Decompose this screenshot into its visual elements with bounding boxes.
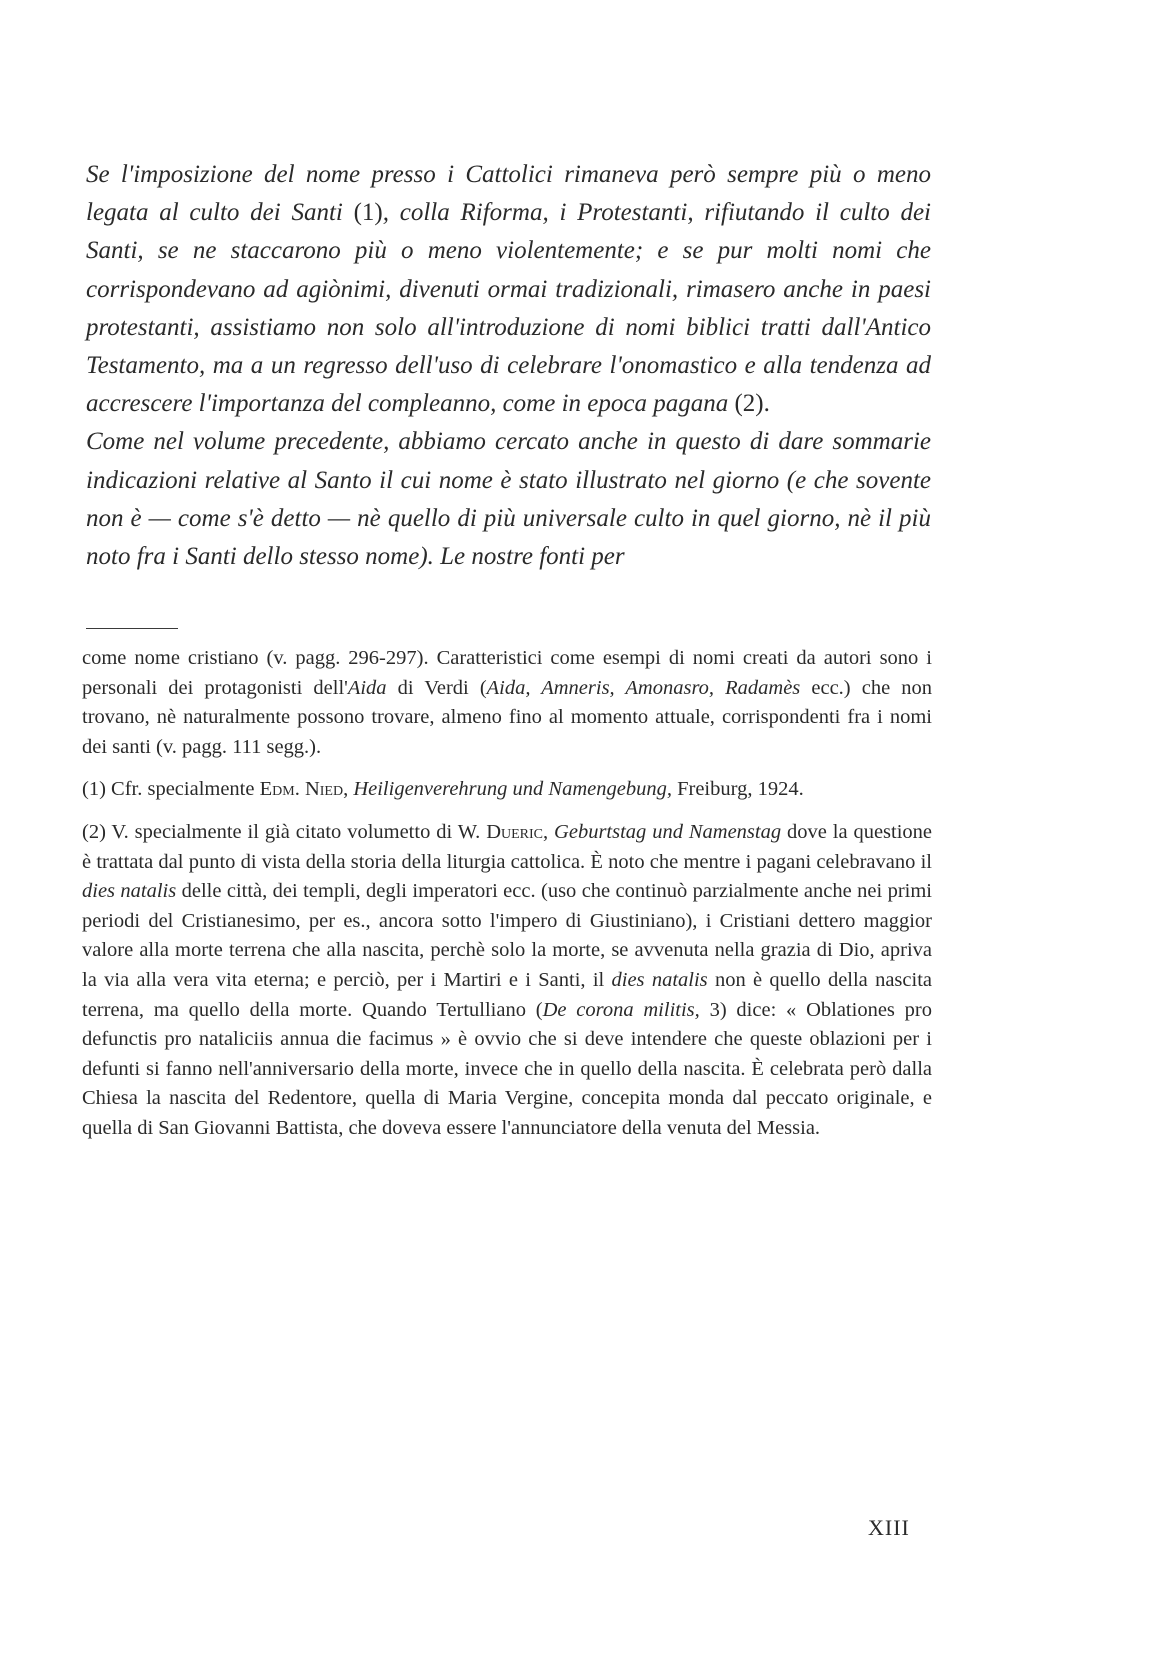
page-number: XIII [868,1515,910,1540]
footnote-continuation [82,644,932,762]
footnote-continuation-text-c: ecc.) che non trovano, nè naturalmente possono trovare, almeno fino al momento attuale, corrispondenti fra i nomi dei santi (v. pagg. 111 segg.). [82,676,933,758]
footnote-1-title: Heiligenverehrung und Namengebung, [353,778,672,801]
footnote-continuation-text-b: di Verdi ( [386,676,487,699]
main-text [86,156,931,576]
paragraph-1-text-b: , colla Riforma, i Protestanti, rifiutando il culto dei Santi, se ne staccarono più o meno violentemente; e se pur molti nomi che corrispondevano ad agiònimi, divenuti ormai tradizionali, rimasero anche in paesi protestanti, assistiamo non solo all'introduzione di nomi biblici tratti dall'Antico Testamento, ma a un regresso dell'uso di celebrare l'onomastico e alla tendenza ad accrescere l'importanza del compleanno, come in epoca pagana [86,199,931,418]
footnote-2-author: Dueric [486,820,544,843]
footnote-2-title: Geburtstag und Namenstag [554,820,782,843]
footnote-1-text-c: Freiburg, 1924. [671,778,804,801]
footnote-2-text-a: (2) V. specialmente il già citato volumetto di W. [82,820,487,843]
character-names: Aida, Amneris, Amonasro, Radamès [486,676,801,699]
footnote-ref-2: (2) [734,390,764,418]
footnote-continuation-text-a: come nome cristiano (v. pagg. 296-297). Caratteristici come esempi di nomi creati da autori sono i personali dei protagonisti dell' [82,647,932,699]
footnote-2-text-f: 3) dice: « Oblationes pro defunctis pro nataliciis annua die facimus » è ovvio che si deve intendere che queste oblazioni per i defunti si fanno nell'anniversario della morte, invece che in quello della nascita. È celebrata però dalla Chiesa la nascita del Redentore, quella di Maria Vergine, concepita monda dal peccato originale, e quella di San Giovanni Battista, che doveva essere l'annunciatore della venuta del Messia. [82,998,933,1139]
footnote-2-text-c: dove la questione è trattata dal punto di vista della storia della liturgia cattolica. È noto che mentre i pagani celebravano il [82,820,933,873]
paragraph-1-text-a: Se l'imposizione del nome presso i Cattolici rimaneva però sempre più o meno legata al culto dei Santi [86,161,931,227]
paragraph-1-text-c: . [763,390,770,418]
footnote-2-text-b: , [543,820,555,843]
footnotes [82,644,932,1157]
footnote-2-text-d: delle città, dei templi, degli imperatori ecc. (uso che continuò parzialmente anche nei primi periodi del Cristianesimo, per es., ancora sotto l'impero di Giustiniano), i Cristiani dettero maggior valore alla morte terrena che alla nascita, perchè solo la morte, se avvenuta nella grazia di Dio, apriva la via alla vera vita eterna; e perciò, per i Martiri e i Santi, il [82,880,932,991]
tertullian-work-title: De corona militis, [542,998,700,1021]
footnote-1-text-a: (1) Cfr. specialmente [82,778,260,801]
footnote-2 [82,818,932,1144]
footnote-1-author: Edm. Nied [259,778,344,801]
footnote-2-text-e: non è quello della nascita terrena, ma quello della morte. Quando Tertulliano ( [82,968,932,1021]
dies-natalis-term: dies natalis [611,968,708,991]
paragraph-2: Come nel volume precedente, abbiamo cercato anche in questo di dare sommarie indicazioni relative al Santo il cui nome è stato illustrato nel giorno (e che sovente non è — come s'è detto — nè quello di più universale culto in quel giorno, nè il più noto fra i Santi dello stesso nome). Le nostre fonti per [86,428,931,571]
footnote-ref-1: (1) [353,199,383,227]
footnote-separator [86,628,178,629]
paragraph-1 [86,156,931,423]
footnote-1-text-b: , [343,778,354,801]
dies-natalis-term: dies natalis [82,880,177,903]
footnote-1 [82,775,932,805]
opera-title: Aida [347,676,387,699]
